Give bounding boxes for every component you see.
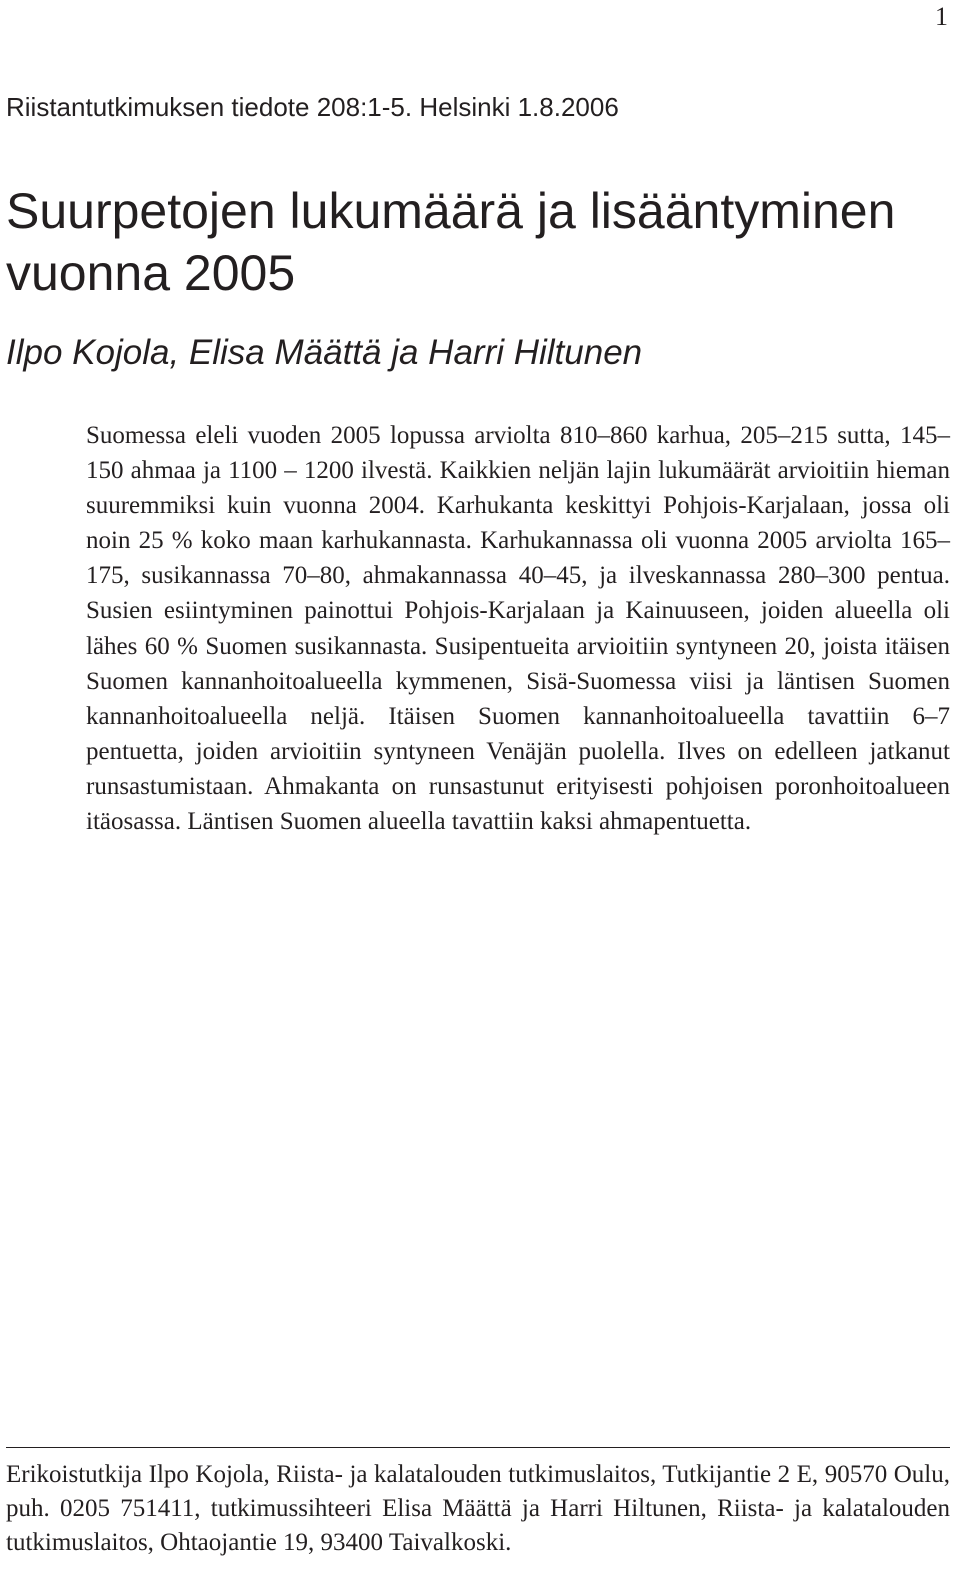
article-title: Suurpetojen lukumäärä ja lisääntyminen vuonna 2005: [6, 183, 896, 301]
page-number: 1: [935, 2, 948, 31]
publication-series-line: Riistantutkimuksen tiedote 208:1-5. Helsinki 1.8.2006: [6, 92, 619, 122]
author-affiliation-footnote: Erikoistutkija Ilpo Kojola, Riista- ja kalatalouden tutkimuslaitos, Tutkijantie 2 E, 90570 Oulu, puh. 0205 751411, tutkimussihteeri Elisa Määttä ja Harri Hiltunen, Riista- ja kalatalouden tutkimuslaitos, Ohtaojantie 19, 93400 Taivalkoski.: [6, 1461, 950, 1556]
abstract-paragraph: Suomessa eleli vuoden 2005 lopussa arviolta 810–860 karhua, 205–215 sutta, 145–150 ahmaa ja 1100 – 1200 ilvestä. Kaikkien neljän lajin lukumäärät arvioitiin hieman suuremmiksi kuin vuonna 2004. Karhukanta keskittyi Pohjois-Karjalaan, jossa oli noin 25 % koko maan karhukannasta. Karhukannassa oli vuonna 2005 arviolta 165–175, susikannassa 70–80, ahmakannassa 40–45, ja ilveskannassa 280–300 pentua. Susien esiintyminen painottui Pohjois-Karjalaan ja Kainuuseen, joiden alueella oli lähes 60 % Suomen susikannasta. Susipentueita arvioitiin syntyneen 20, joista itäisen Suomen kannanhoitoalueella kymmenen, Sisä-Suomessa viisi ja läntisen Suomen kannanhoitoalueella neljä. Itäisen Suomen kannanhoitoalueella tavattiin 6–7 pentuetta, joiden arvioitiin syntyneen Venäjän puolella. Ilves on edelleen jatkanut runsastumistaan. Ahmakanta on runsastunut erityisesti pohjoisen poronhoitoalueen itäosassa. Läntisen Suomen alueella tavattiin kaksi ahmapentuetta.: [86, 422, 950, 836]
footer-divider: [6, 1447, 950, 1448]
article-authors: Ilpo Kojola, Elisa Määttä ja Harri Hiltunen: [6, 333, 643, 372]
